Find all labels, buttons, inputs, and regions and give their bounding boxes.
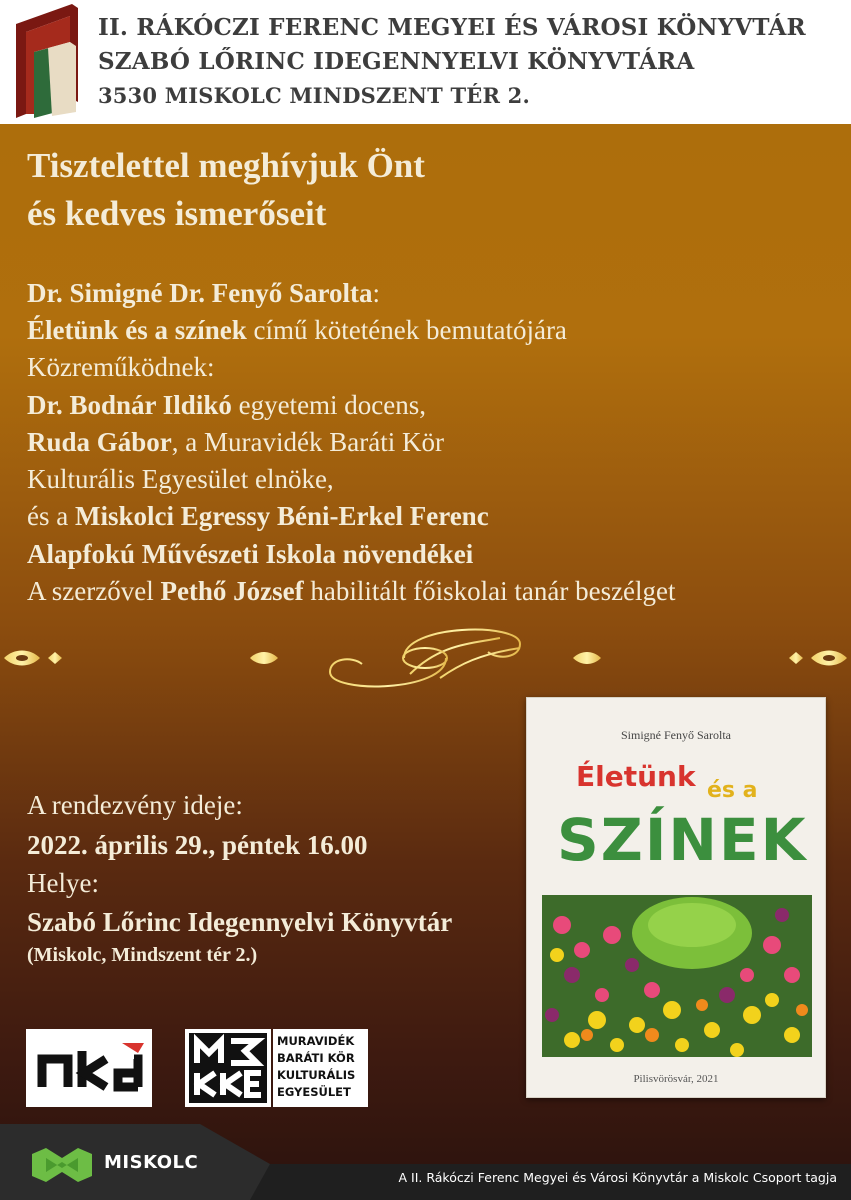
event-place-label: Helye: [27, 868, 99, 898]
nka-logo-icon [26, 1029, 152, 1107]
book-title: Életünk és a színek [27, 315, 247, 345]
mbkke-line-4: EGYESÜLET [277, 1085, 351, 1099]
contributor-2 [27, 427, 444, 458]
event-time-value: 2022. április 29., péntek 16.00 [27, 830, 368, 860]
contributor-3-name-2: Alapfokú Művészeti Iskola növendékei [27, 539, 474, 569]
program-book-line [27, 315, 567, 346]
ornamental-divider-icon [0, 614, 851, 694]
header-line-address: 3530 MISKOLC MINDSZENT TÉR 2. [98, 83, 530, 108]
author-name: Dr. Simigné Dr. Fenyő Sarolta [27, 278, 373, 308]
miskolc-logo-icon [32, 1148, 92, 1182]
event-time-label: A rendezvény ideje: [27, 790, 243, 820]
event-place-address: (Miskolc, Mindszent tér 2.) [27, 944, 258, 966]
program-author-line [27, 278, 380, 309]
contributor-3-name-1: Miskolci Egressy Béni-Erkel Ferenc [74, 501, 489, 531]
contributor-2-role-cont: Kulturális Egyesület elnöke, [27, 464, 334, 494]
author-colon: : [372, 278, 381, 308]
event-place-value: Szabó Lőrinc Idegennyelvi Könyvtár [27, 907, 453, 937]
book-cover-author: Simigné Fenyő Sarolta [621, 728, 731, 742]
mbkke-logo [185, 1029, 368, 1107]
header-line-branch: SZABÓ LŐRINC IDEGENNYELVI KÖNYVTÁRA [98, 48, 695, 75]
contributors-label: Közreműködnek: [27, 352, 215, 382]
contributor-1 [27, 390, 426, 421]
book-cover [526, 697, 826, 1098]
talk-name: Pethő József [160, 576, 304, 606]
invitation-title-line2: és kedves ismerőseit [27, 194, 327, 233]
contributor-1-name: Dr. Bodnár Ildikó [27, 390, 232, 420]
miskolc-brand-label: MISKOLC [104, 1152, 199, 1173]
talk-suffix: habilitált főiskolai tanár beszélget [303, 576, 676, 606]
book-cover-publisher: Pilisvörösvár, 2021 [633, 1073, 719, 1085]
contributor-1-role: egyetemi docens, [231, 390, 427, 420]
contributor-2-role: , a Muravidék Baráti Kör [171, 427, 444, 457]
footer-note: A II. Rákóczi Ferenc Megyei és Városi Könyvtár a Miskolc Csoport tagja [398, 1170, 837, 1185]
mbkke-line-3: KULTURÁLIS [277, 1068, 356, 1082]
contributor-3 [27, 501, 489, 532]
mbkke-logo-text [273, 1029, 368, 1107]
invitation-title-line1: Tisztelettel meghívjuk Önt [27, 146, 425, 185]
flower-garden-image [542, 895, 812, 1057]
book-suffix: című kötetének bemutatójára [246, 315, 567, 345]
book-cover-title-1: Életünk [576, 760, 696, 793]
book-cover-title-3: SZÍNEK [557, 806, 808, 874]
book-cover-title-2: és a [707, 778, 758, 803]
contributor-2-name: Ruda Gábor [27, 427, 172, 457]
mbkke-logo-icon [185, 1029, 271, 1107]
contributor-3-prefix: és a [27, 501, 75, 531]
header-bar [0, 0, 851, 124]
library-logo-icon [12, 2, 84, 118]
mbkke-line-2: BARÁTI KÖR [277, 1051, 355, 1065]
talk-line [27, 576, 676, 607]
header-line-library: II. RÁKÓCZI FERENC MEGYEI ÉS VÁROSI KÖNYVTÁR [98, 14, 806, 41]
mbkke-line-1: MURAVIDÉK [277, 1034, 355, 1048]
talk-prefix: A szerzővel [27, 576, 161, 606]
